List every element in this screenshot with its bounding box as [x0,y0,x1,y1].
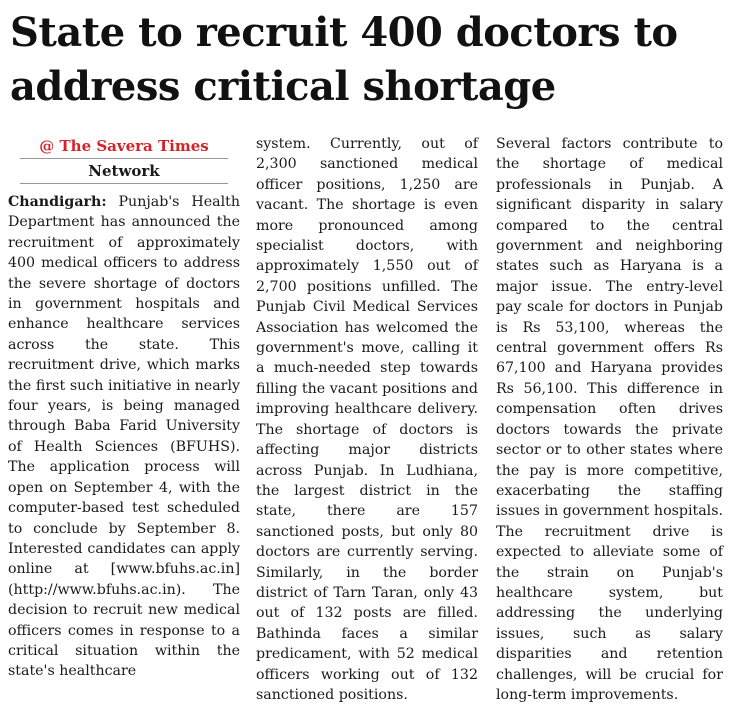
article-column-1 [8,134,240,682]
article-headline: State to recruit 400 doctors to address critical shortage [10,9,678,110]
column-1-text: Punjab's Health Department has announced the recruitment of approximately 400 medical officers to address the severe shortage of doctors in government hospitals and enhance healthcare services across the state. This recruitment drive, which marks the first such initiative in nearly four years, is being managed through Baba Farid University of Health Sciences (BFUHS). The application process will open on September 4, with the computer-based test scheduled to conclude by September 8. Interested candidates can apply online at [www.bfuhs.ac.in](http://www.bfuhs.ac.in). The decision to recruit new medical officers comes in response to a critical situation within the state's healthcare [8,194,240,680]
dateline: Chandigarh: [8,194,107,210]
article-column-2 [256,134,478,705]
column-2-text: system. Currently, out of 2,300 sanctioned medical officer positions, 1,250 are vacant. The shortage is even more pronounced among specialist doctors, with approximately 1,550 out of 2,700 positions unfilled. The Punjab Civil Medical Services Association has welcomed the government's move, calling it a much-needed step towards filling the vacant positions and improving healthcare delivery. The shortage of doctors is affecting major districts across Punjab. In Ludhiana, the largest district in the state, there are 157 sanctioned posts, but only 80 doctors are currently serving. Similarly, in the border district of Tarn Taran, only 43 out of 132 posts are filled. Bathinda faces a similar predicament, with 52 medical officers working out of 132 sanctioned positions. [256,136,478,703]
byline: @ The Savera Times [20,134,228,159]
column-3-text: Several factors contribute to the shortage of medical professionals in Punjab. A significant disparity in salary compared to the central government and neighboring states such as Haryana is a major issue. The entry-level pay scale for doctors in Punjab is Rs 53,100, whereas the central government offers Rs 67,100 and Haryana provides Rs 56,100. This difference in compensation often drives doctors towards the private sector or to other states where the pay is more competitive, exacerbating the staffing issues in government hospitals. The recruitment drive is expected to alleviate some of the strain on Punjab's healthcare system, but addressing the underlying issues, such as salary disparities and retention challenges, will be crucial for long-term improvements. [496,136,723,703]
column-1-paragraph [8,192,240,682]
section-label: Network [20,159,228,184]
article-column-3 [496,134,723,705]
